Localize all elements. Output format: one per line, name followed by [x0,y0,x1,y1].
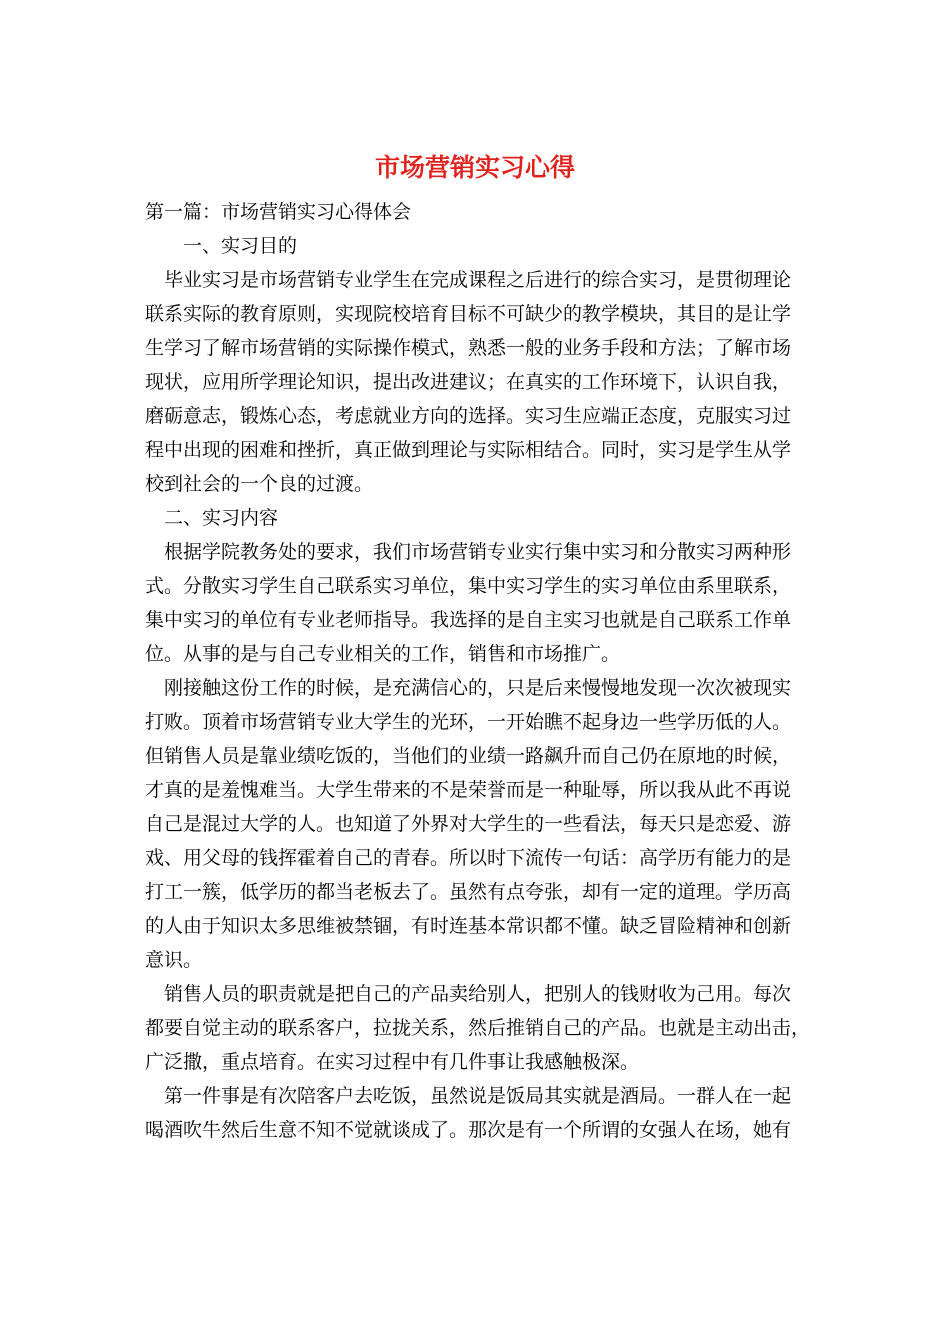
text-line: 自己是混过大学的人。也知道了外界对大学生的一些看法，每天只是恋爱、游 [145,813,792,835]
text-line: 广泛撒，重点培育。在实习过程中有几件事让我感触极深。 [145,1051,640,1073]
text-line: 根据学院教务处的要求，我们市场营销专业实行集中实习和分散实习两种形 [164,541,792,563]
text-line: 式。分散实习学生自己联系实习单位，集中实习学生的实习单位由系里联系， [145,575,792,597]
text-line: 校到社会的一个良的过渡。 [145,473,374,495]
text-line: 打工一簇，低学历的都当老板去了。虽然有点夸张，却有一定的道理。学历高 [145,881,792,903]
text-line: 联系实际的教育原则，实现院校培育目标不可缺少的教学模块，其目的是让学 [145,303,792,325]
text-line: 戏、用父母的钱挥霍着自己的青春。所以时下流传一句话：高学历有能力的是 [145,847,792,869]
text-line: 的人由于知识太多思维被禁锢，有时连基本常识都不懂。缺乏冒险精神和创新 [145,915,792,937]
document-title: 市场营销实习心得 [374,153,575,182]
text-line: 第一篇：市场营销实习心得体会 [145,201,412,223]
text-line: 一、实习目的 [183,235,298,257]
text-line: 意识。 [145,949,203,971]
text-line: 才真的是羞愧难当。大学生带来的不是荣誉而是一种耻辱，所以我从此不再说 [145,779,792,801]
text-line: 磨砺意志，锻炼心态，考虑就业方向的选择。实习生应端正态度，克服实习过 [145,405,792,427]
text-line: 刚接触这份工作的时候，是充满信心的，只是后来慢慢地发现一次次被现实 [164,677,792,699]
text-line: 打败。顶着市场营销专业大学生的光环，一开始瞧不起身边一些学历低的人。 [145,711,792,733]
text-line: 位。从事的是与自己专业相关的工作，销售和市场推广。 [145,643,621,665]
text-line: 生学习了解市场营销的实际操作模式，熟悉一般的业务手段和方法；了解市场 [145,337,792,359]
text-line: 现状，应用所学理论知识，提出改进建议；在真实的工作环境下，认识自我， [145,371,792,393]
text-line: 毕业实习是市场营销专业学生在完成课程之后进行的综合实习，是贯彻理论 [164,269,792,291]
text-line: 二、实习内容 [164,507,279,529]
text-line: 但销售人员是靠业绩吃饭的，当他们的业绩一路飙升而自己仍在原地的时候， [145,745,792,767]
text-line: 第一件事是有次陪客户去吃饭，虽然说是饭局其实就是酒局。一群人在一起 [164,1085,792,1107]
text-line: 都要自觉主动的联系客户，拉拢关系，然后推销自己的产品。也就是主动出击， [145,1017,811,1039]
text-line: 喝酒吹牛然后生意不知不觉就谈成了。那次是有一个所谓的女强人在场，她有 [145,1119,792,1141]
text-line: 集中实习的单位有专业老师指导。我选择的是自主实习也就是自己联系工作单 [145,609,792,631]
text-line: 销售人员的职责就是把自己的产品卖给别人，把别人的钱财收为己用。每次 [164,983,792,1005]
text-line: 程中出现的困难和挫折，真正做到理论与实际相结合。同时，实习是学生从学 [145,439,792,461]
document-body [145,195,811,1147]
